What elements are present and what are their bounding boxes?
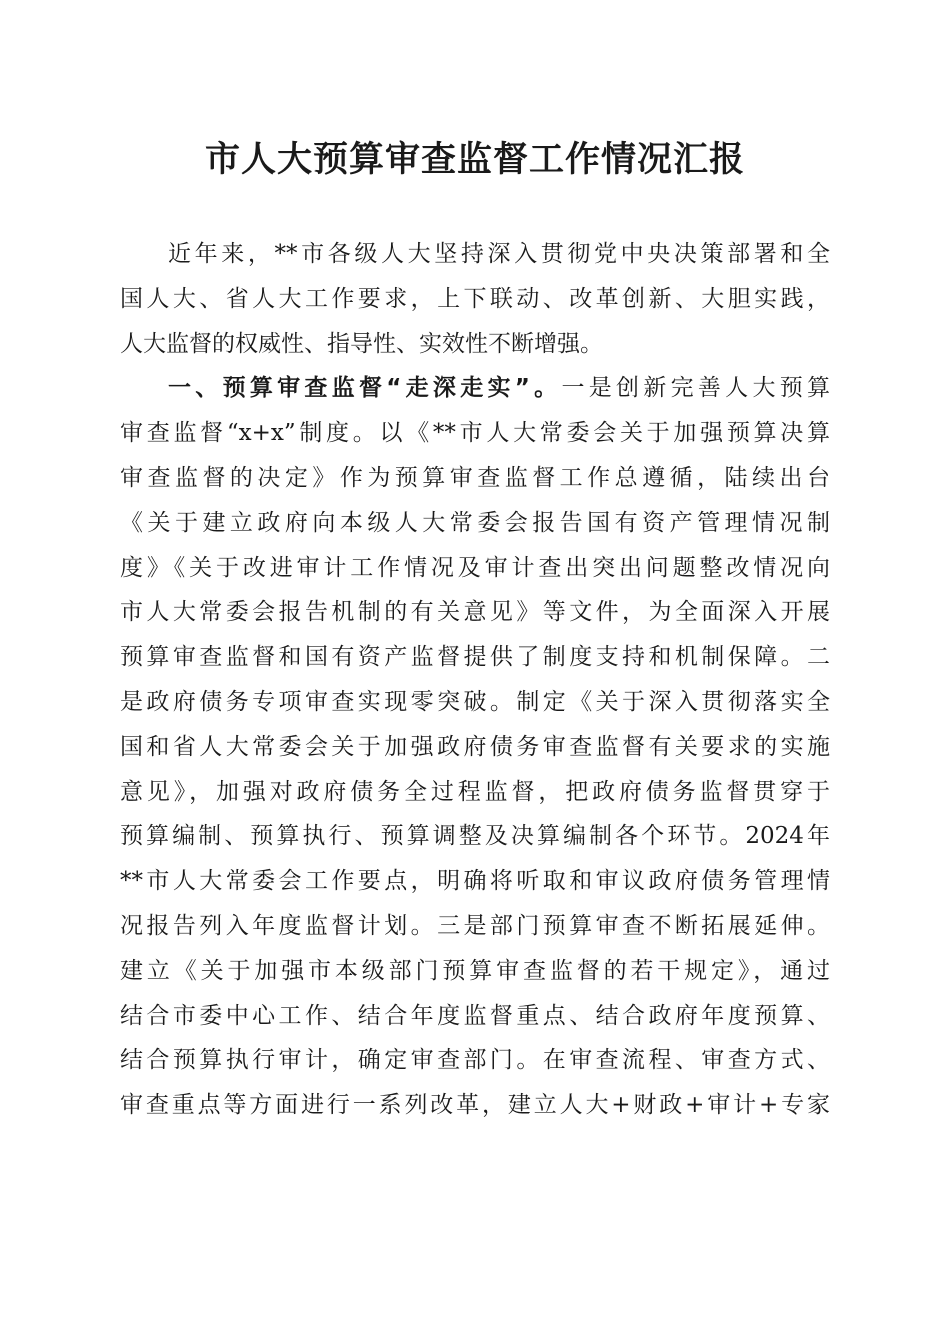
section1-line: 审查监督的决定》作为预算审查监督工作总遵循，陆续出台 [120,464,830,491]
section1-line: 是政府债务专项审查实现零突破。制定《关于深入贯彻落实全 [120,688,830,715]
section1-line: 结合市委中心工作、结合年度监督重点、结合政府年度预算、 [120,1002,830,1029]
section1-heading: 一、预算审查监督“走深走实”。 [168,375,562,402]
section1-line: 预算编制、预算执行、预算调整及决算编制各个环节。2024年 [120,823,830,850]
document-body [120,232,830,1128]
section1-line: 建立《关于加强市本级部门预算审查监督的若干规定》，通过 [120,957,830,984]
intro-line: 国人大、省人大工作要求，上下联动、改革创新、大胆实践， [120,285,830,312]
section1-line: 况报告列入年度监督计划。三是部门预算审查不断拓展延伸。 [120,912,830,939]
document-title: 市人大预算审查监督工作情况汇报 [204,139,745,180]
section1-line: 《关于建立政府向本级人大常委会报告国有资产管理情况制 [120,509,830,536]
section1-first-line-text: 一是创新完善人大预算 [561,375,830,402]
section1-line: 审查重点等方面进行一系列改革，建立人大+财政+审计+专家 [120,1092,830,1119]
section1-first-line [120,366,830,411]
intro-line: 人大监督的权威性、指导性、实效性不断增强。 [120,330,603,357]
section1-line: 结合预算执行审计，确定审查部门。在审查流程、审查方式、 [120,1047,830,1074]
section1-line: 市人大常委会报告机制的有关意见》等文件，为全面深入开展 [120,599,830,626]
section1-line: 度》《关于改进审计工作情况及审计查出突出问题整改情况向 [120,554,830,581]
section1-line: 预算审查监督和国有资产监督提供了制度支持和机制保障。二 [120,644,830,671]
section1-line: 国和省人大常委会关于加强政府债务审查监督有关要求的实施 [120,733,830,760]
section1-line: 审查监督“x+x”制度。以《**市人大常委会关于加强预算决算 [120,420,830,447]
section1-line: 意见》，加强对政府债务全过程监督，把政府债务监督贯穿于 [120,778,830,805]
intro-line: 近年来，**市各级人大坚持深入贯彻党中央决策部署和全 [168,241,830,267]
section1-line: **市人大常委会工作要点，明确将听取和审议政府债务管理情 [120,868,830,895]
